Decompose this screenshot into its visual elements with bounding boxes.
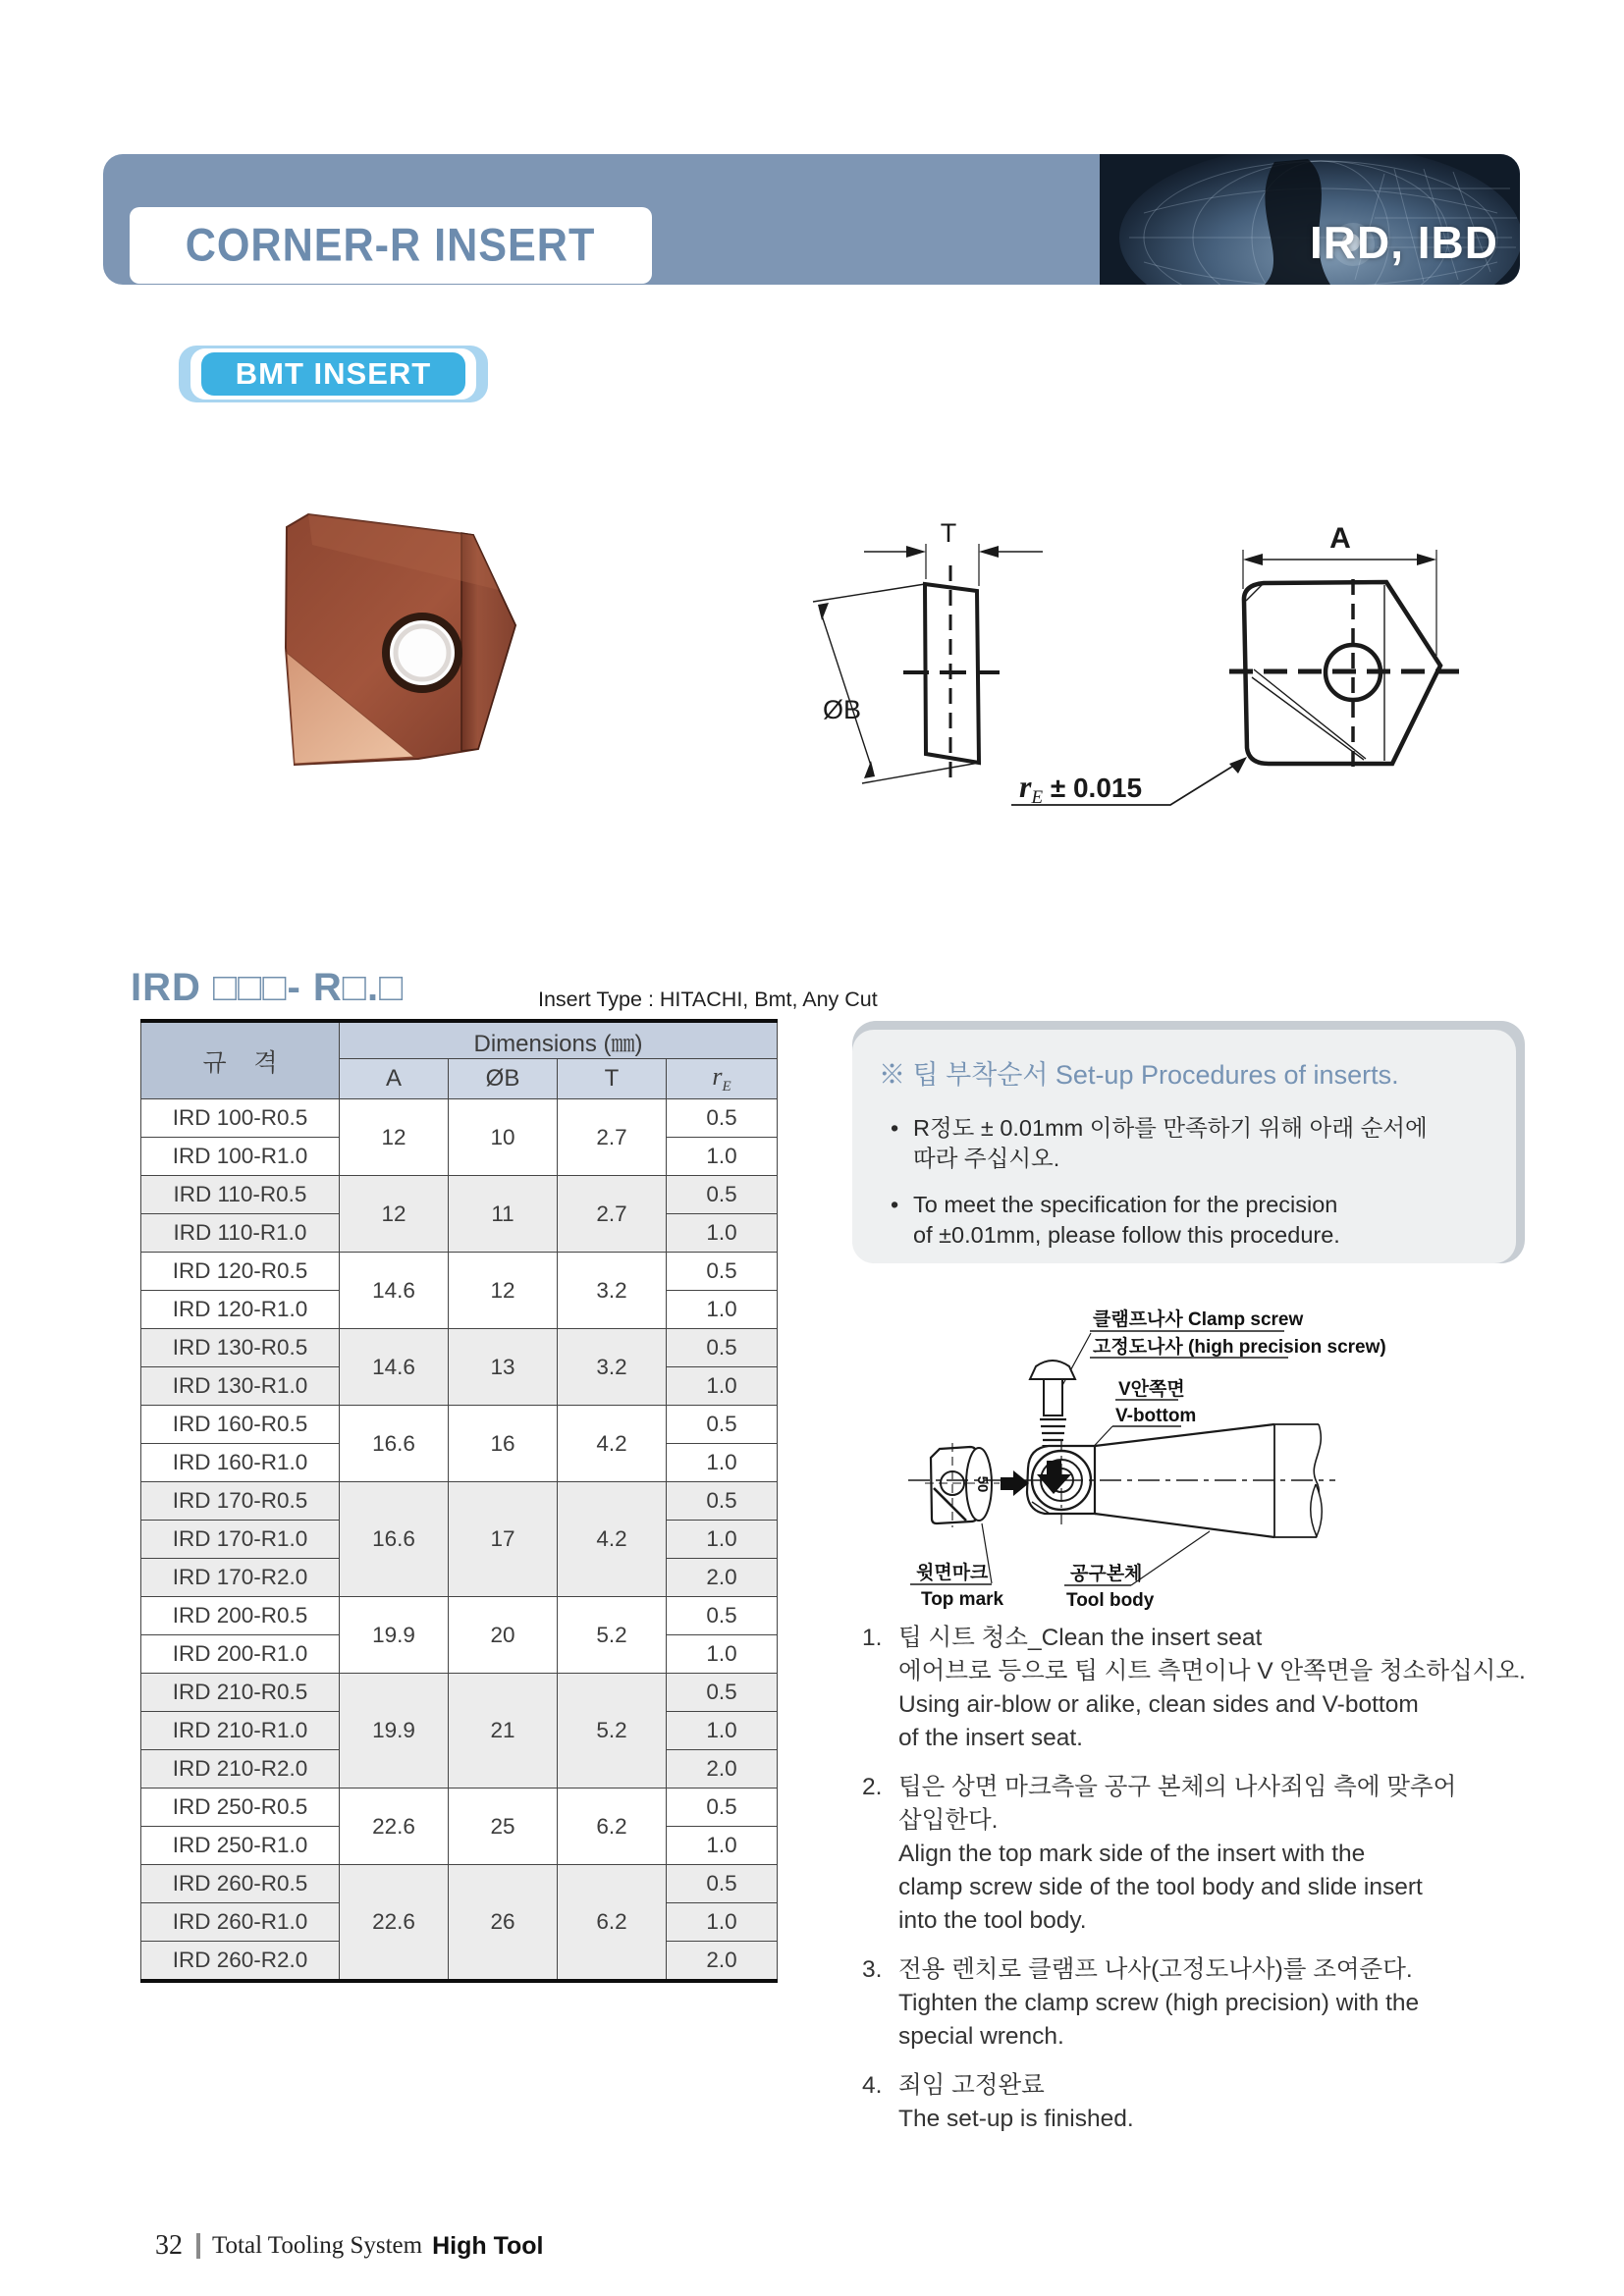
- top-mark-ko-label: 윗면마크: [916, 1563, 989, 1583]
- model-cell: IRD 260-R1.0: [141, 1903, 340, 1942]
- table-row: [141, 1253, 778, 1291]
- dimensions-header: Dimensions (㎜): [340, 1021, 778, 1059]
- procedure-line: 에어브로 등으로 팁 시트 측면이나 V 안쪽면을 청소하십시오.: [898, 1658, 1526, 1684]
- procedure-line: 삽입한다.: [898, 1807, 999, 1834]
- note-bullet-line: R정도 ± 0.01mm 이하를 만족하기 위해 아래 순서에: [913, 1115, 1428, 1141]
- dim-cell: 11: [449, 1176, 558, 1253]
- page-title-box: [130, 207, 652, 284]
- model-cell: IRD 210-R1.0: [141, 1712, 340, 1750]
- footer-divider: [196, 2233, 200, 2259]
- note-bullet: [879, 1190, 1516, 1251]
- re-cell: 1.0: [667, 1635, 778, 1674]
- note-bullet-line: To meet the specification for the precision: [913, 1192, 1338, 1217]
- table-row: [141, 1789, 778, 1827]
- col-t-header: T: [558, 1059, 667, 1099]
- re-cell: 0.5: [667, 1482, 778, 1521]
- model-cell: IRD 130-R0.5: [141, 1329, 340, 1367]
- model-cell: IRD 120-R1.0: [141, 1291, 340, 1329]
- re-cell: 1.0: [667, 1214, 778, 1253]
- model-cell: IRD 250-R0.5: [141, 1789, 340, 1827]
- clamp-screw-drawing: [1030, 1361, 1075, 1457]
- clamp-screw-label: 클램프나사 Clamp screw: [1093, 1309, 1304, 1330]
- procedure-line: Tighten the clamp screw (high precision) with the: [898, 1990, 1420, 2016]
- procedure-line: 팁 시트 청소_Clean the insert seat: [898, 1625, 1263, 1651]
- dim-cell: 5.2: [558, 1597, 667, 1674]
- re-cell: 2.0: [667, 1942, 778, 1982]
- table-row: [141, 1406, 778, 1444]
- note-bullet-line: of ±0.01mm, please follow this procedure.: [913, 1222, 1340, 1248]
- model-cell: IRD 170-R1.0: [141, 1521, 340, 1559]
- dim-cell: 2.7: [558, 1099, 667, 1176]
- model-cell: IRD 110-R0.5: [141, 1176, 340, 1214]
- re-cell: 1.0: [667, 1903, 778, 1942]
- col-re-header: $r_E$: [667, 1059, 778, 1099]
- dim-cell: 14.6: [340, 1329, 449, 1406]
- badge-pill: [201, 352, 465, 396]
- insert-photo: [273, 506, 540, 785]
- setup-note-title: ※ 팁 부착순서 Set-up Procedures of inserts.: [879, 1060, 1399, 1090]
- procedure-line: Using air-blow or alike, clean sides and V-bottom: [898, 1691, 1419, 1718]
- setup-note-inner: [852, 1030, 1516, 1263]
- spec-column-header: 규 격: [141, 1021, 340, 1099]
- col-a-header: A: [340, 1059, 449, 1099]
- re-cell: 1.0: [667, 1827, 778, 1865]
- dimensions-table: [140, 1019, 778, 1983]
- re-cell: 0.5: [667, 1253, 778, 1291]
- t-dim-label: T: [940, 518, 957, 548]
- model-pattern-title: IRD □□□- R□.□: [131, 966, 405, 1009]
- model-cell: IRD 170-R0.5: [141, 1482, 340, 1521]
- re-cell: 1.0: [667, 1521, 778, 1559]
- table-row: [141, 1099, 778, 1138]
- procedure-number: 3.: [862, 1956, 883, 1983]
- b-dim-label: ØB: [823, 695, 862, 724]
- re-cell: 0.5: [667, 1099, 778, 1138]
- model-cell: IRD 200-R0.5: [141, 1597, 340, 1635]
- procedure-line: Align the top mark side of the insert with the: [898, 1841, 1366, 1867]
- insert-type-note: Insert Type : HITACHI, Bmt, Any Cut: [538, 988, 878, 1011]
- procedure-line: clamp screw side of the tool body and slide insert: [898, 1874, 1423, 1900]
- model-cell: IRD 120-R0.5: [141, 1253, 340, 1291]
- procedure-line: of the insert seat.: [898, 1725, 1083, 1751]
- model-cell: IRD 130-R1.0: [141, 1367, 340, 1406]
- a-dim-label: A: [1329, 522, 1351, 555]
- procedure-line: into the tool body.: [898, 1907, 1087, 1934]
- re-cell: 2.0: [667, 1750, 778, 1789]
- side-view-drawing: [813, 544, 1043, 783]
- dim-cell: 5.2: [558, 1674, 667, 1789]
- re-cell: 0.5: [667, 1329, 778, 1367]
- re-cell: 1.0: [667, 1444, 778, 1482]
- dim-cell: 3.2: [558, 1329, 667, 1406]
- badge-label: BMT INSERT: [235, 356, 432, 391]
- top-mark-en-label: Top mark: [921, 1589, 1004, 1610]
- dim-cell: 12: [340, 1099, 449, 1176]
- procedure-number: 1.: [862, 1625, 883, 1651]
- v-face-ko-label: V안쪽면: [1118, 1379, 1185, 1400]
- dim-cell: 19.9: [340, 1597, 449, 1674]
- dim-cell: 26: [449, 1865, 558, 1982]
- note-bullet-line: 따라 주십시오.: [913, 1146, 1060, 1171]
- re-cell: 0.5: [667, 1406, 778, 1444]
- procedure-line: The set-up is finished.: [898, 2106, 1134, 2132]
- re-cell: 0.5: [667, 1176, 778, 1214]
- dim-cell: 16.6: [340, 1406, 449, 1482]
- footer-brand-bold: High Tool: [432, 2231, 544, 2260]
- re-cell: 0.5: [667, 1789, 778, 1827]
- re-tolerance-label: $r_E \pm 0.015$: [1019, 769, 1143, 808]
- procedure-number: 2.: [862, 1774, 883, 1800]
- page-number: 32: [155, 2230, 183, 2261]
- model-cell: IRD 100-R1.0: [141, 1138, 340, 1176]
- model-cell: IRD 200-R1.0: [141, 1635, 340, 1674]
- procedure-line: 팁은 상면 마크측을 공구 본체의 나사죄임 측에 맞추어: [898, 1774, 1457, 1800]
- dimension-drawings: [785, 510, 1532, 834]
- re-cell: 2.0: [667, 1559, 778, 1597]
- dim-cell: 22.6: [340, 1789, 449, 1865]
- model-cell: IRD 110-R1.0: [141, 1214, 340, 1253]
- procedure-line: 죄임 고정완료: [898, 2072, 1045, 2099]
- model-cell: IRD 210-R0.5: [141, 1674, 340, 1712]
- table-row: [141, 1865, 778, 1903]
- model-cell: IRD 250-R1.0: [141, 1827, 340, 1865]
- model-cell: IRD 260-R0.5: [141, 1865, 340, 1903]
- page-title: CORNER-R INSERT: [186, 218, 596, 272]
- header-banner: [103, 154, 1520, 285]
- dim-cell: 14.6: [340, 1253, 449, 1329]
- insert-top-mark: 50: [974, 1475, 991, 1493]
- model-cell: IRD 210-R2.0: [141, 1750, 340, 1789]
- dim-cell: 20: [449, 1597, 558, 1674]
- table-row: [141, 1176, 778, 1214]
- model-cell: IRD 170-R2.0: [141, 1559, 340, 1597]
- dim-cell: 16: [449, 1406, 558, 1482]
- model-cell: IRD 160-R0.5: [141, 1406, 340, 1444]
- dim-cell: 3.2: [558, 1253, 667, 1329]
- tool-body-ko-label: 공구본체: [1070, 1564, 1143, 1584]
- bullet-icon: •: [891, 1192, 899, 1217]
- dim-cell: 4.2: [558, 1406, 667, 1482]
- dim-cell: 12: [449, 1253, 558, 1329]
- table-row: [141, 1329, 778, 1367]
- dim-cell: 16.6: [340, 1482, 449, 1597]
- procedure-item: [862, 1953, 1549, 2054]
- model-cell: IRD 160-R1.0: [141, 1444, 340, 1482]
- tool-body-en-label: Tool body: [1066, 1590, 1155, 1611]
- precision-screw-label: 고정도나사 (high precision screw): [1093, 1337, 1386, 1358]
- re-cell: 1.0: [667, 1712, 778, 1750]
- dim-cell: 13: [449, 1329, 558, 1406]
- note-bullet: [879, 1113, 1516, 1174]
- table-row: [141, 1597, 778, 1635]
- page-footer: [155, 2230, 544, 2262]
- dim-cell: 25: [449, 1789, 558, 1865]
- bullet-icon: •: [891, 1115, 899, 1141]
- dim-cell: 10: [449, 1099, 558, 1176]
- footer-brand: Total Tooling System: [212, 2232, 423, 2259]
- re-cell: 0.5: [667, 1865, 778, 1903]
- table-row: [141, 1674, 778, 1712]
- right-arrow-icon: [1001, 1470, 1029, 1496]
- re-cell: 0.5: [667, 1674, 778, 1712]
- re-cell: 1.0: [667, 1367, 778, 1406]
- procedure-line: 전용 렌치로 클램프 나사(고정도나사)를 조여준다.: [898, 1956, 1413, 1983]
- table-row: [141, 1482, 778, 1521]
- bmt-insert-badge: [179, 346, 488, 402]
- procedure-item: [862, 1622, 1549, 1755]
- re-cell: 1.0: [667, 1291, 778, 1329]
- col-b-header: ØB: [449, 1059, 558, 1099]
- dim-cell: 17: [449, 1482, 558, 1597]
- procedure-item: [862, 1771, 1549, 1938]
- setup-diagram: [884, 1296, 1532, 1625]
- dim-cell: 4.2: [558, 1482, 667, 1597]
- re-cell: 1.0: [667, 1138, 778, 1176]
- dim-cell: 2.7: [558, 1176, 667, 1253]
- dim-cell: 12: [340, 1176, 449, 1253]
- setup-note-box: [852, 1021, 1525, 1263]
- dim-cell: 21: [449, 1674, 558, 1789]
- re-cell: 0.5: [667, 1597, 778, 1635]
- procedure-item: [862, 2069, 1549, 2136]
- procedure-line: special wrench.: [898, 2023, 1064, 2050]
- procedure-number: 4.: [862, 2072, 883, 2099]
- setup-procedure-list: [862, 1622, 1549, 2152]
- table-header-row: [141, 1021, 778, 1059]
- product-codes: IRD, IBD: [1310, 217, 1498, 268]
- dim-cell: 6.2: [558, 1789, 667, 1865]
- dim-cell: 22.6: [340, 1865, 449, 1982]
- model-cell: IRD 260-R2.0: [141, 1942, 340, 1982]
- model-cell: IRD 100-R0.5: [141, 1099, 340, 1138]
- v-face-en-label: V-bottom: [1115, 1406, 1197, 1426]
- dim-cell: 19.9: [340, 1674, 449, 1789]
- dim-cell: 6.2: [558, 1865, 667, 1982]
